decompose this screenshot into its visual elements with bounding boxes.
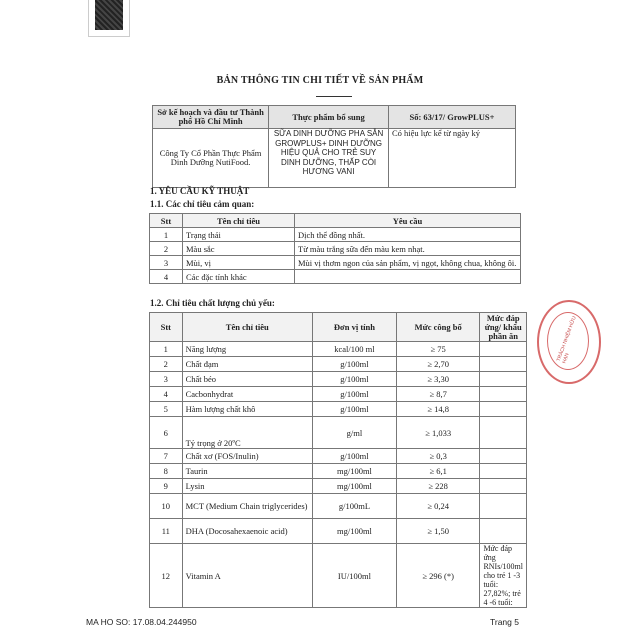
col-header: Stt (150, 214, 183, 228)
cell (480, 342, 527, 357)
cell: 1 (150, 228, 183, 242)
cell: 10 (150, 494, 183, 519)
stamp-text: TRÁCH NHIỆM HỮU HẠN (555, 315, 578, 365)
cell: 3 (150, 372, 183, 387)
table-row (150, 417, 527, 449)
company-name: Công Ty Cổ Phần Thực Phẩm Dinh Dưỡng NutiFood. (153, 129, 269, 188)
table-row (150, 342, 527, 357)
cell: 4 (150, 270, 183, 284)
cell: 1 (150, 342, 183, 357)
table-row (150, 449, 527, 464)
cell: Lysin (182, 479, 312, 494)
header-category: Thực phẩm bổ sung (269, 106, 389, 129)
validity-note: Có hiệu lực kể từ ngày ký (388, 129, 515, 188)
cell: 12 (150, 544, 183, 608)
cell (480, 449, 527, 464)
cell (480, 519, 527, 544)
cell: Chất béo (182, 372, 312, 387)
cell: Chất đạm (182, 357, 312, 372)
cell (480, 417, 527, 449)
page-number: Trang 5 (490, 617, 519, 627)
cell: mg/100ml (313, 519, 397, 544)
cell: ≥ 1,50 (396, 519, 480, 544)
col-header: Tên chỉ tiêu (183, 214, 295, 228)
table-row (150, 387, 527, 402)
sensory-table (149, 213, 521, 284)
cell (480, 387, 527, 402)
cell: Tỷ trọng ở 20ºC (182, 417, 312, 449)
cell: mg/100ml (313, 464, 397, 479)
cell: Chất xơ (FOS/Inulin) (182, 449, 312, 464)
cell: 6 (150, 417, 183, 449)
cell: Mùi, vị (183, 256, 295, 270)
table-row (150, 402, 527, 417)
cell (480, 479, 527, 494)
cell: ≥ 1,033 (396, 417, 480, 449)
cell: Taurin (182, 464, 312, 479)
cell: g/ml (313, 417, 397, 449)
cell: ≥ 3,30 (396, 372, 480, 387)
title-underline (316, 96, 352, 97)
table-row (150, 519, 527, 544)
header-department: Sở kế hoạch và đầu tư Thành phố Hồ Chí Minh (153, 106, 269, 129)
table-row (150, 228, 521, 242)
table-row (150, 256, 521, 270)
cell: Các đặc tính khác (183, 270, 295, 284)
section-1-2-heading: 1.2. Chỉ tiêu chất lượng chủ yếu: (150, 298, 275, 308)
cell: g/100ml (313, 387, 397, 402)
section-1-heading: 1. YÊU CẦU KỸ THUẬT (150, 186, 250, 196)
cell: Trạng thái (183, 228, 295, 242)
cell: ≥ 75 (396, 342, 480, 357)
cell: Mùi vị thơm ngon của sản phẩm, vị ngọt, không chua, không ôi. (295, 256, 521, 270)
company-stamp (537, 300, 601, 384)
col-header: Yêu cầu (295, 214, 521, 228)
cell (480, 402, 527, 417)
cell: g/100ml (313, 372, 397, 387)
cell (480, 357, 527, 372)
col-header: Tên chỉ tiêu (182, 313, 312, 342)
cell: 11 (150, 519, 183, 544)
cell (480, 464, 527, 479)
cell: ≥ 228 (396, 479, 480, 494)
section-1-1-heading: 1.1. Các chỉ tiêu cảm quan: (150, 199, 255, 209)
col-header: Mức công bố (396, 313, 480, 342)
cell: Hàm lượng chất khô (182, 402, 312, 417)
col-header: Đơn vị tính (313, 313, 397, 342)
table-row (150, 479, 527, 494)
cell: Năng lượng (182, 342, 312, 357)
cell: ≥ 0,24 (396, 494, 480, 519)
table-row (150, 544, 527, 608)
qr-code (88, 0, 130, 37)
cell: mg/100ml (313, 479, 397, 494)
cell: 2 (150, 357, 183, 372)
cell (480, 494, 527, 519)
cell: Vitamin A (182, 544, 312, 608)
cell: Dịch thể đồng nhất. (295, 228, 521, 242)
table-row (150, 242, 521, 256)
file-number: MA HO SO: 17.08.04.244950 (86, 617, 197, 627)
quality-table (149, 312, 527, 608)
cell: g/100mL (313, 494, 397, 519)
table-row (150, 270, 521, 284)
cell: 7 (150, 449, 183, 464)
cell: IU/100ml (313, 544, 397, 608)
table-row (150, 494, 527, 519)
col-header: Mức đáp ứng/ khẩu phần ăn (480, 313, 527, 342)
document-title: BẢN THÔNG TIN CHI TIẾT VỀ SẢN PHẨM (216, 75, 424, 86)
cell (295, 270, 521, 284)
header-number: Số: 63/17/ GrowPLUS+ (388, 106, 515, 129)
cell: ≥ 6,1 (396, 464, 480, 479)
cell: 2 (150, 242, 183, 256)
table-row (150, 372, 527, 387)
header-table (152, 105, 516, 188)
cell: kcal/100 ml (313, 342, 397, 357)
cell: 5 (150, 402, 183, 417)
cell: MCT (Medium Chain triglycerides) (182, 494, 312, 519)
cell: g/100ml (313, 449, 397, 464)
cell: 4 (150, 387, 183, 402)
table-row (150, 464, 527, 479)
cell: g/100ml (313, 402, 397, 417)
cell: Từ màu trắng sữa đến màu kem nhạt. (295, 242, 521, 256)
cell: Cacbonhydrat (182, 387, 312, 402)
cell: ≥ 2,70 (396, 357, 480, 372)
cell: Màu sắc (183, 242, 295, 256)
cell: Mức đáp ứng RNIs/100ml cho trẻ 1 -3 tuổi: 27,82%; trẻ 4 -6 tuổi: (480, 544, 527, 608)
col-header: Stt (150, 313, 183, 342)
cell (480, 372, 527, 387)
cell: 9 (150, 479, 183, 494)
cell: g/100ml (313, 357, 397, 372)
cell: ≥ 0,3 (396, 449, 480, 464)
table-row (150, 357, 527, 372)
product-name: SỮA DINH DƯỠNG PHA SẴN GROWPLUS+ DINH DƯỠNG HIỆU QUẢ CHO TRẺ SUY DINH DƯỠNG, THẤP CÒI HƯƠNG VANI (269, 129, 389, 188)
cell: 3 (150, 256, 183, 270)
cell: ≥ 8,7 (396, 387, 480, 402)
cell: 8 (150, 464, 183, 479)
cell: DHA (Docosahexaenoic acid) (182, 519, 312, 544)
cell: ≥ 14,8 (396, 402, 480, 417)
cell: ≥ 296 (*) (396, 544, 480, 608)
